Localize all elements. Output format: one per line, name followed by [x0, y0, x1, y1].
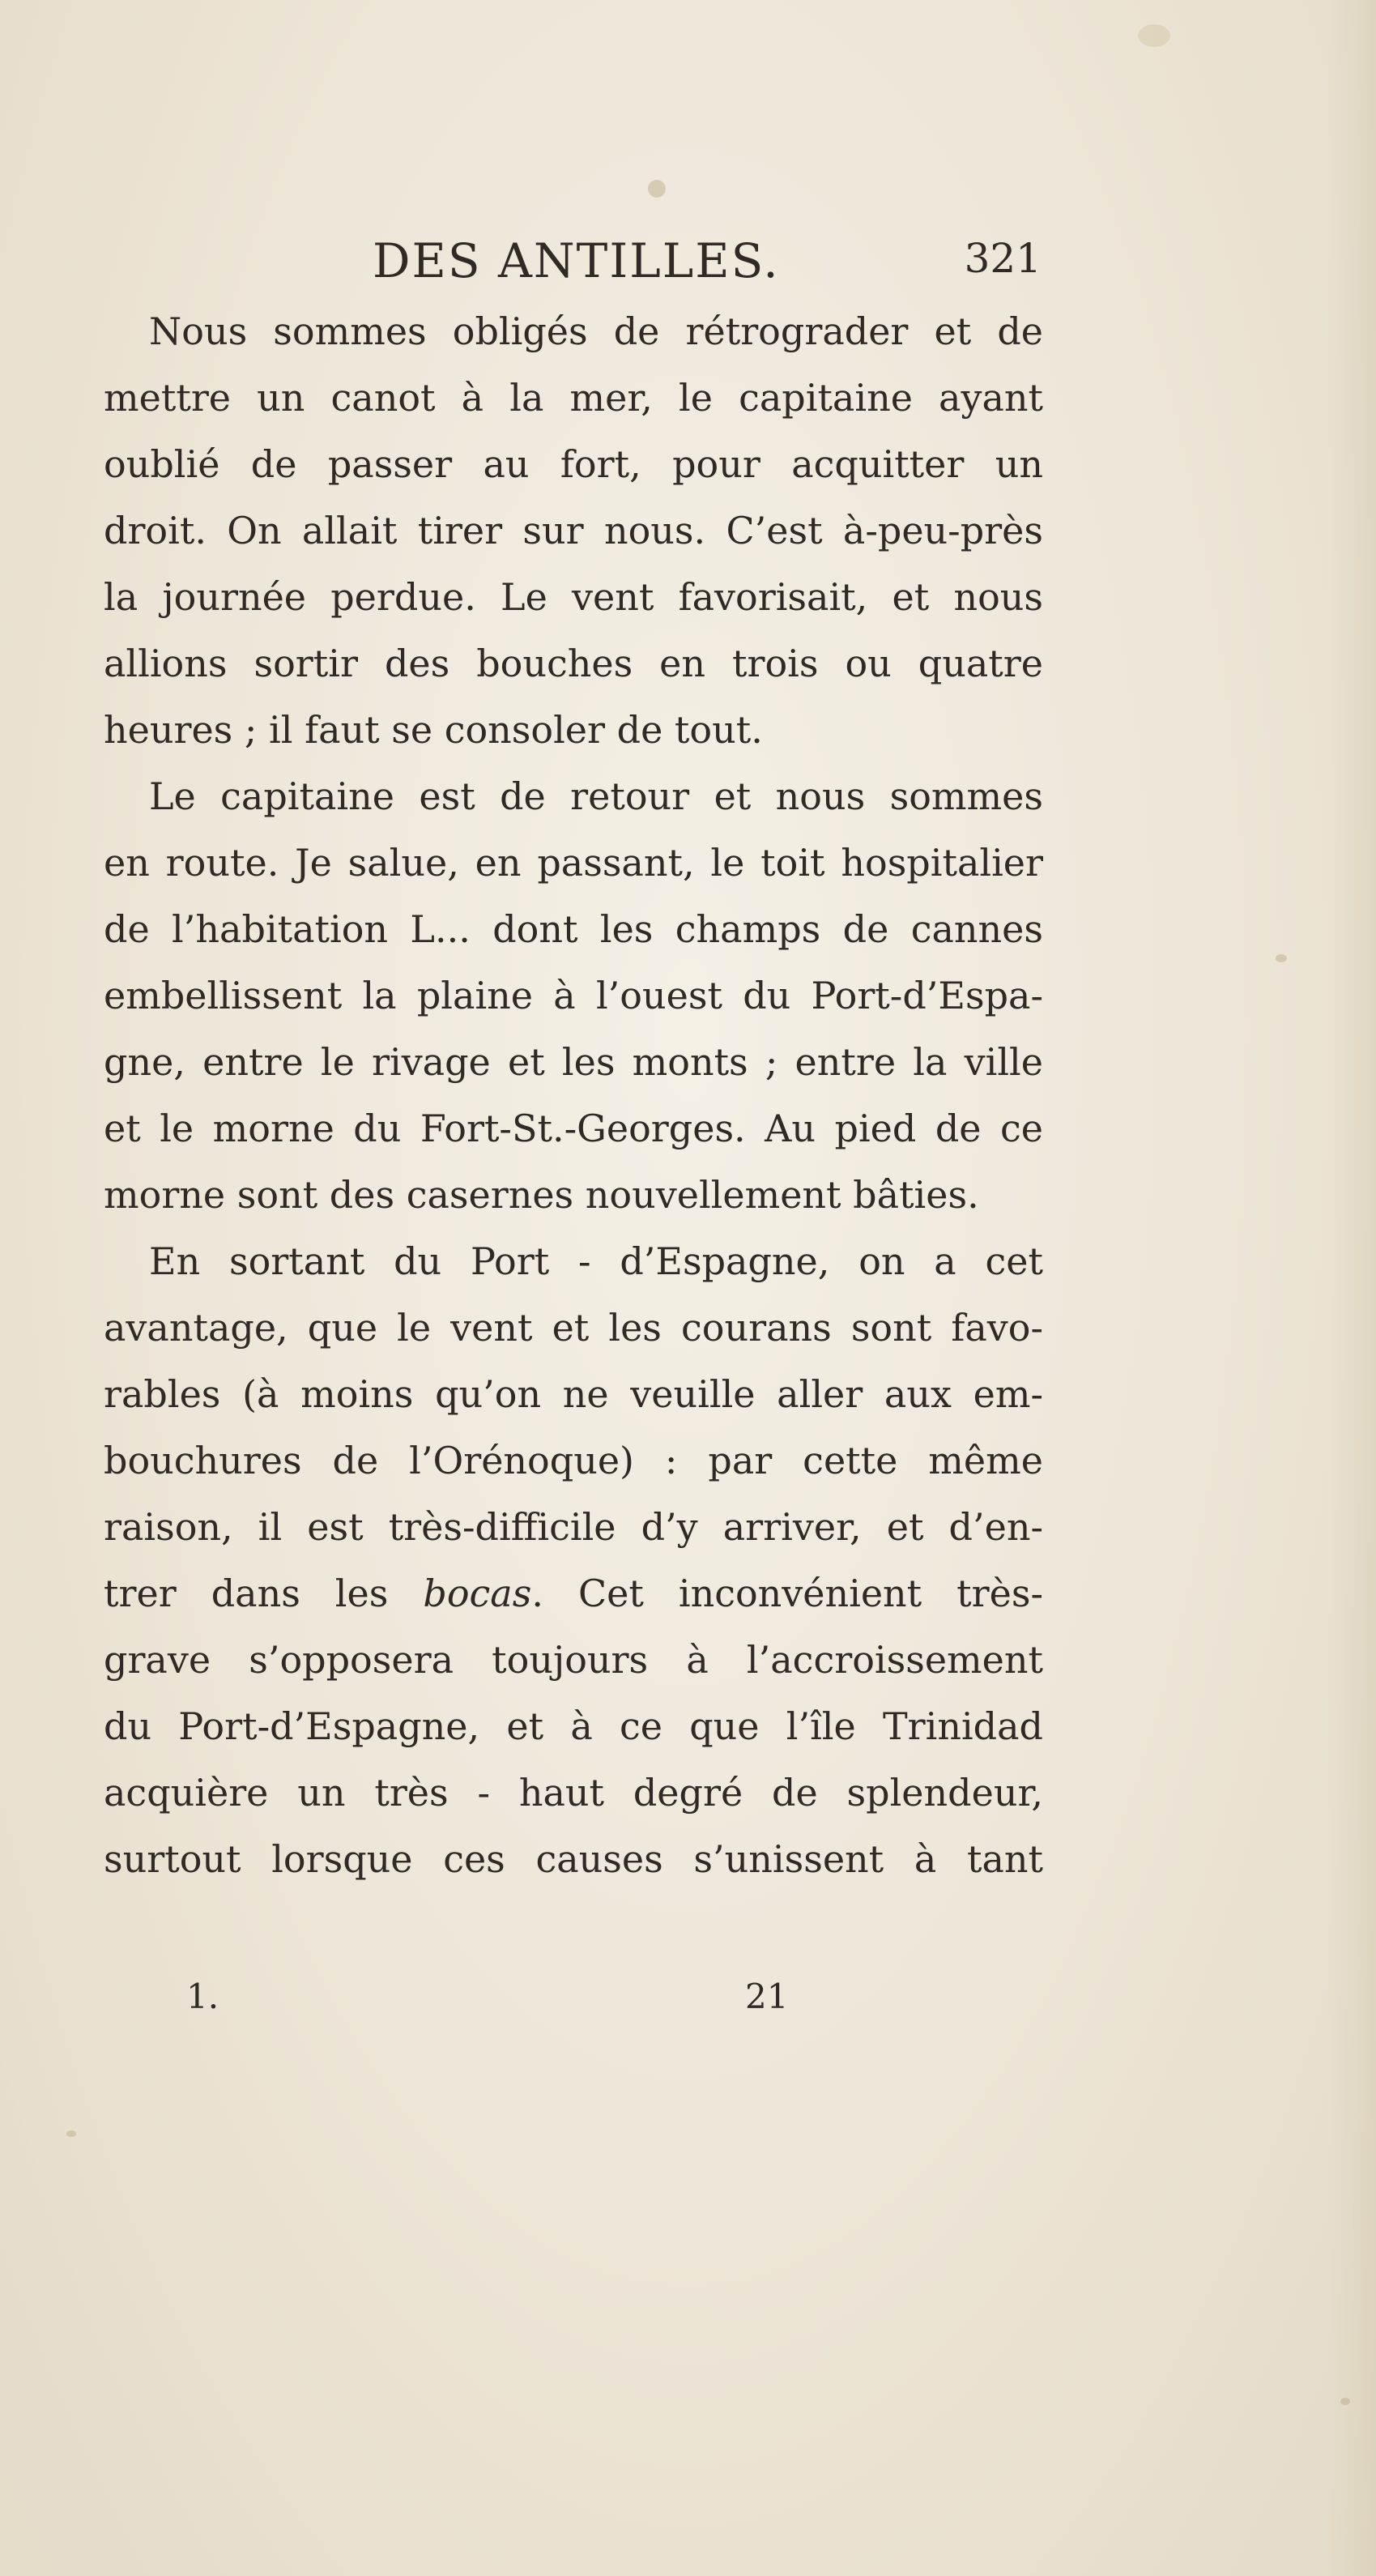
- italic-word: bocas: [423, 1572, 532, 1615]
- text-line: gne, entre le rivage et les monts ; entre la ville: [104, 1040, 1043, 1084]
- text-line: Nous sommes obligés de rétrograder et de: [149, 309, 1043, 353]
- text-line: morne sont des casernes nouvellement bâties.: [104, 1173, 979, 1217]
- text-line: raison, il est très-difficile d’y arriver, et d’en-: [104, 1505, 1043, 1549]
- running-head: [373, 233, 1069, 290]
- text-segment: trer dans les: [104, 1572, 389, 1615]
- text-line: en route. Je salue, en passant, le toit hospitalier: [104, 841, 1043, 885]
- paper-stain: [66, 2130, 76, 2137]
- text-line: embellissent la plaine à l’ouest du Port-d’Espa-: [104, 974, 1043, 1017]
- text-line: et le morne du Fort-St.-Georges. Au pied de ce: [104, 1107, 1043, 1150]
- text-line: heures ; il faut se consoler de tout.: [104, 708, 763, 752]
- text-line: surtout lorsque ces causes s’unissent à tant: [104, 1837, 1043, 1881]
- text-segment: . Cet inconvénient très-: [531, 1572, 1044, 1615]
- text-line: grave s’opposera toujours à l’accroissement: [104, 1638, 1043, 1682]
- text-line: bouchures de l’Orénoque) : par cette même: [104, 1439, 1043, 1482]
- paper-stain: [1138, 24, 1170, 47]
- text-line: allions sortir des bouches en trois ou quatre: [104, 642, 1043, 685]
- volume-signature: 1.: [186, 1977, 219, 2016]
- paper-stain: [1276, 954, 1287, 962]
- text-line: En sortant du Port - d’Espagne, on a cet: [149, 1239, 1043, 1283]
- body-text: [104, 298, 1043, 1892]
- paper-stain: [1340, 2398, 1350, 2405]
- text-line: acquière un très - haut degré de splendeur,: [104, 1771, 1043, 1815]
- text-line: Le capitaine est de retour et nous sommes: [149, 774, 1043, 818]
- paper-stain: [648, 180, 666, 198]
- text-line: oublié de passer au fort, pour acquitter un: [104, 442, 1043, 486]
- text-line: droit. On allait tirer sur nous. C’est à-peu-près: [104, 509, 1043, 552]
- text-line: [104, 1560, 1043, 1627]
- text-line: du Port-d’Espagne, et à ce que l’île Trinidad: [104, 1704, 1043, 1748]
- text-line: rables (à moins qu’on ne veuille aller aux em-: [104, 1372, 1043, 1416]
- text-line: mettre un canot à la mer, le capitaine ayant: [104, 376, 1043, 420]
- page-number: 321: [964, 235, 1042, 282]
- page-edge-shadow: [1327, 0, 1376, 2576]
- text-line: de l’habitation L... dont les champs de cannes: [104, 907, 1043, 951]
- gathering-signature: 21: [745, 1977, 789, 2016]
- text-line: la journée perdue. Le vent favorisait, et nous: [104, 575, 1043, 619]
- text-line: avantage, que le vent et les courans sont favo-: [104, 1306, 1043, 1350]
- signature-line: [186, 1977, 834, 2025]
- running-head-title: DES ANTILLES.: [373, 233, 780, 288]
